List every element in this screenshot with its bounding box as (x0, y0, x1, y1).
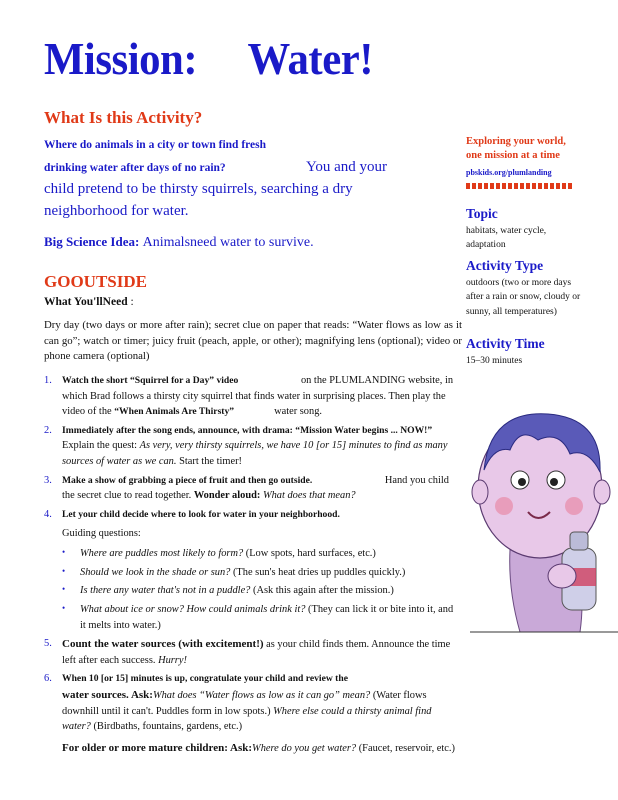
step-bold-2: Wonder aloud: (193, 490, 261, 502)
step-5 (44, 636, 459, 668)
question-italic: Is there any water that's not in a puddle? (80, 585, 251, 597)
question-answer: (Low spots, hard surfaces, etc.) (243, 548, 376, 560)
older-italic: Where do you get water? (252, 742, 357, 754)
activity-time-label: Activity Time (466, 336, 545, 351)
bullet-icon: • (62, 547, 66, 558)
bullet-icon: • (62, 565, 66, 576)
step-bold: Count the water sources (with excitement!) (62, 638, 264, 651)
step-bold-2: “When Animals Are Thirsty” (114, 406, 235, 418)
what-you-need (44, 296, 134, 308)
intro-text-1: You and your (306, 159, 387, 175)
intro-text-3: neighborhood for water. (44, 203, 189, 219)
plumlanding-url: pbskids.org/plumlanding (466, 168, 552, 177)
step-italic: As very, very thirsty squirrels, we have 10 [or 15] minutes to find as many sources of water as we can. (62, 440, 448, 468)
tagline-line-2: one mission at a time (466, 150, 560, 162)
decorative-divider (466, 183, 574, 189)
step-text: on the PLUMLANDING website, in which Brad follows a thirsty city squirrel that finds water in surprising places. Then play the video of the (62, 375, 454, 418)
question-answer: (They can lick it or bite into it, and it melts into water.) (80, 603, 454, 631)
topic-text: habitats, water cycle, adaptation (466, 226, 547, 251)
big-science-label: Big Science Idea: (44, 234, 140, 249)
step-italic: Hurry! (158, 654, 187, 666)
step-bold: Watch the short “Squirrel for a Day” video (62, 375, 239, 386)
step-text: Hand you child the secret clue to read together. (62, 474, 449, 502)
step-3 (44, 473, 459, 504)
step-bold: Make a show of grabbing a piece of fruit and then go outside. (62, 474, 313, 486)
steps-list (44, 373, 459, 759)
question-italic: Should we look in the shade or sun? (80, 566, 231, 578)
step-number: 1. (44, 375, 52, 386)
step-italic: What does that mean? (260, 490, 356, 502)
tagline-line-1: Exploring your world, (466, 136, 566, 147)
step-text-2: (Birdbaths, fountains, gardens, etc.) (90, 721, 243, 733)
intro-question-1: Where do animals in a city or town find fresh (44, 139, 267, 151)
step-number: 5. (44, 638, 52, 650)
guiding-question (62, 583, 459, 599)
step-text: as your child finds them. Announce the time left after each success. (62, 639, 451, 666)
topic-label: Topic (466, 206, 498, 221)
step-number: 2. (44, 424, 52, 436)
older-text: (Faucet, reservoir, etc.) (356, 742, 455, 754)
go-outside-heading: GOOUTSIDE (44, 272, 147, 291)
step-2 (44, 423, 459, 470)
older-children-note (62, 740, 459, 757)
bullet-icon: • (62, 602, 66, 613)
guiding-question (62, 602, 459, 633)
activity-type-text: outdoors (two or more days after a rain or snow, cloudy or sunny, all temperatures) (466, 278, 581, 317)
big-science-idea (44, 234, 314, 251)
need-heading: What You'llNeed (44, 296, 128, 308)
step-text: (Water flows downhill until it can't. Puddles form in low spots.) (62, 689, 427, 717)
step-italic: What does “Water flows as low as it can go” mean? (152, 689, 371, 701)
guiding-questions-list (62, 546, 459, 633)
step-1 (44, 373, 459, 420)
intro-text-2: child pretend to be thirsty squirrels, searching a dry (44, 181, 353, 197)
big-science-text: Animalsneed water to survive. (142, 235, 314, 250)
step-6 (44, 671, 459, 756)
step-text-2: Start the timer! (176, 456, 242, 468)
step-bold: Immediately after the song ends, announce, with drama: “Mission Water begins ... NOW!” (62, 424, 433, 436)
question-answer: (The sun's heat dries up puddles quickly.) (230, 566, 406, 578)
step-bold: Let your child decide where to look for water in your neighborhood. (62, 508, 340, 520)
step-italic-2: Where else could a thirsty animal find water? (62, 705, 432, 733)
step-4 (44, 507, 459, 633)
tagline (466, 135, 566, 163)
step-bold-2: water sources. Ask: (62, 688, 153, 701)
step-number: 3. (44, 474, 52, 486)
step-bold: When 10 [or 15] minutes is up, congratulate your child and review the (62, 673, 348, 685)
guiding-question (62, 546, 459, 562)
guiding-question (62, 565, 459, 581)
character-illustration (470, 400, 618, 635)
step-text-2: water song. (274, 406, 322, 418)
intro-question-2: drinking water after days of no rain? (44, 162, 226, 174)
step-text: Explain the quest: (62, 440, 140, 452)
step-number: 4. (44, 508, 52, 520)
question-italic: Where are puddles most likely to form? (80, 548, 244, 560)
need-text: Dry day (two days or more after rain); secret clue on paper that reads: “Water flows as low as it can go”; watch or timer; juicy fruit (peach, apple, or other); magnifying lens (optional); video or phone camera (optional) (44, 319, 462, 363)
question-answer: (Ask this again after the mission.) (250, 585, 394, 597)
activity-time-text: 15–30 minutes (466, 356, 523, 366)
bullet-icon: • (62, 584, 66, 595)
need-colon: : (130, 296, 134, 308)
step-number: 6. (44, 673, 52, 685)
guiding-questions-label: Guiding questions: (62, 528, 141, 540)
page-title: Mission: Water! (44, 33, 374, 84)
question-italic: What about ice or snow? How could animals drink it? (80, 603, 306, 615)
older-bold: For older or more mature children: Ask: (62, 741, 253, 754)
what-heading: What Is this Activity? (44, 108, 203, 127)
activity-type-label: Activity Type (466, 258, 544, 273)
